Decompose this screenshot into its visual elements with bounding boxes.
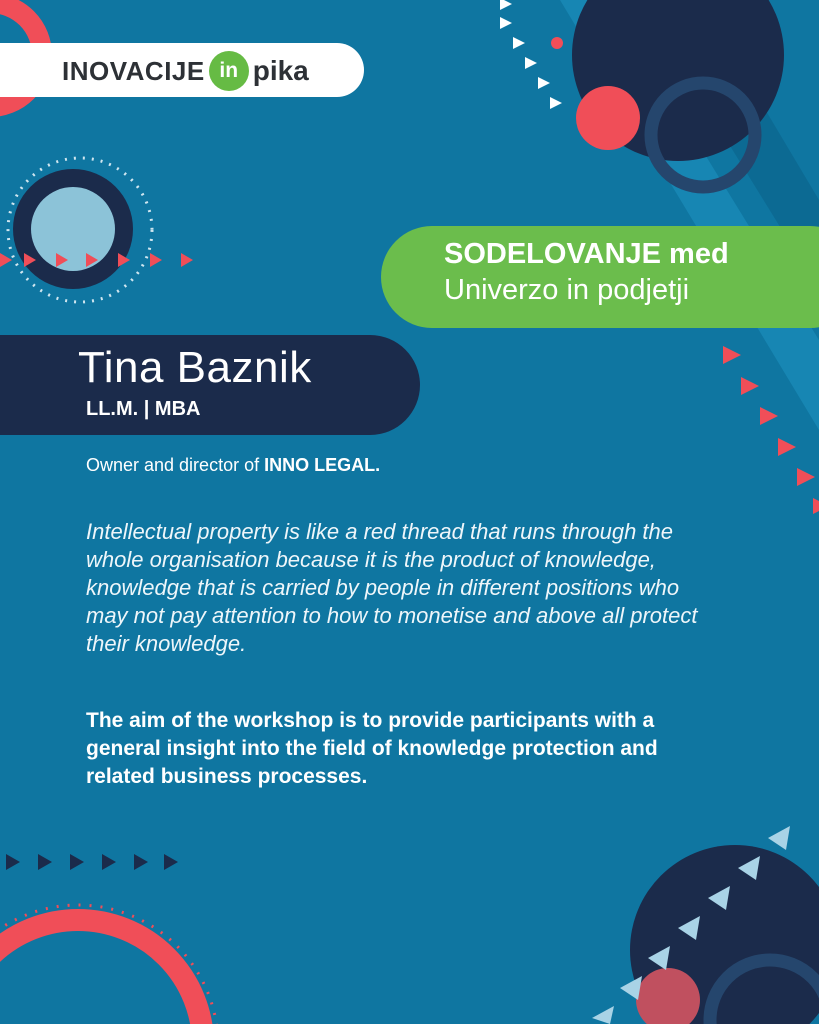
red-triangle [181,253,193,267]
white-triangle [538,77,550,89]
red-triangle [813,498,819,514]
red-dot-top-right [576,86,640,150]
navy-triangle [6,854,20,870]
banner-line-1: SODELOVANJE med [444,238,729,270]
speaker-role [86,455,380,476]
logo-word-inovacije: INOVACIJE [62,55,205,86]
logo-word-pika: pika [252,55,309,86]
white-triangle [500,17,512,29]
navy-triangle [134,854,148,870]
navy-triangle [164,854,178,870]
white-triangle [550,97,562,109]
light-blue-circle-left [31,187,115,271]
speaker-company: INNO LEGAL. [264,455,381,475]
speaker-role-prefix: Owner and director of [86,455,265,475]
quote-paragraph: Intellectual property is like a red thread that runs through the whole organisation because it is the product of knowledge, knowledge that is carried by people in different positions who may not pay attention to how to monetise and above all protect their knowledge. [86,519,698,656]
banner-line-2: Univerzo in podjetji [444,274,690,306]
navy-triangle [38,854,52,870]
aim-paragraph: The aim of the workshop is to provide participants with a general insight into the field of knowledge protection and related business processes. [86,709,658,788]
white-triangle [513,37,525,49]
speaker-credentials: LL.M. | MBA [86,398,201,420]
white-triangle [525,57,537,69]
light-triangle [592,1006,614,1024]
red-ring-bottom-left [0,920,203,1024]
red-triangle [150,253,162,267]
logo [62,54,309,88]
red-triangle [778,438,796,456]
red-triangle [0,253,12,267]
white-triangle [500,0,512,10]
red-triangle [741,377,759,395]
logo-badge-in: in [209,51,249,91]
navy-triangle [70,854,84,870]
red-triangle [760,407,778,425]
red-triangle [723,346,741,364]
navy-triangle [102,854,116,870]
speaker-name: Tina Baznik [78,343,312,392]
small-red-dot [551,37,563,49]
red-triangle [797,468,815,486]
light-triangle [768,826,790,850]
